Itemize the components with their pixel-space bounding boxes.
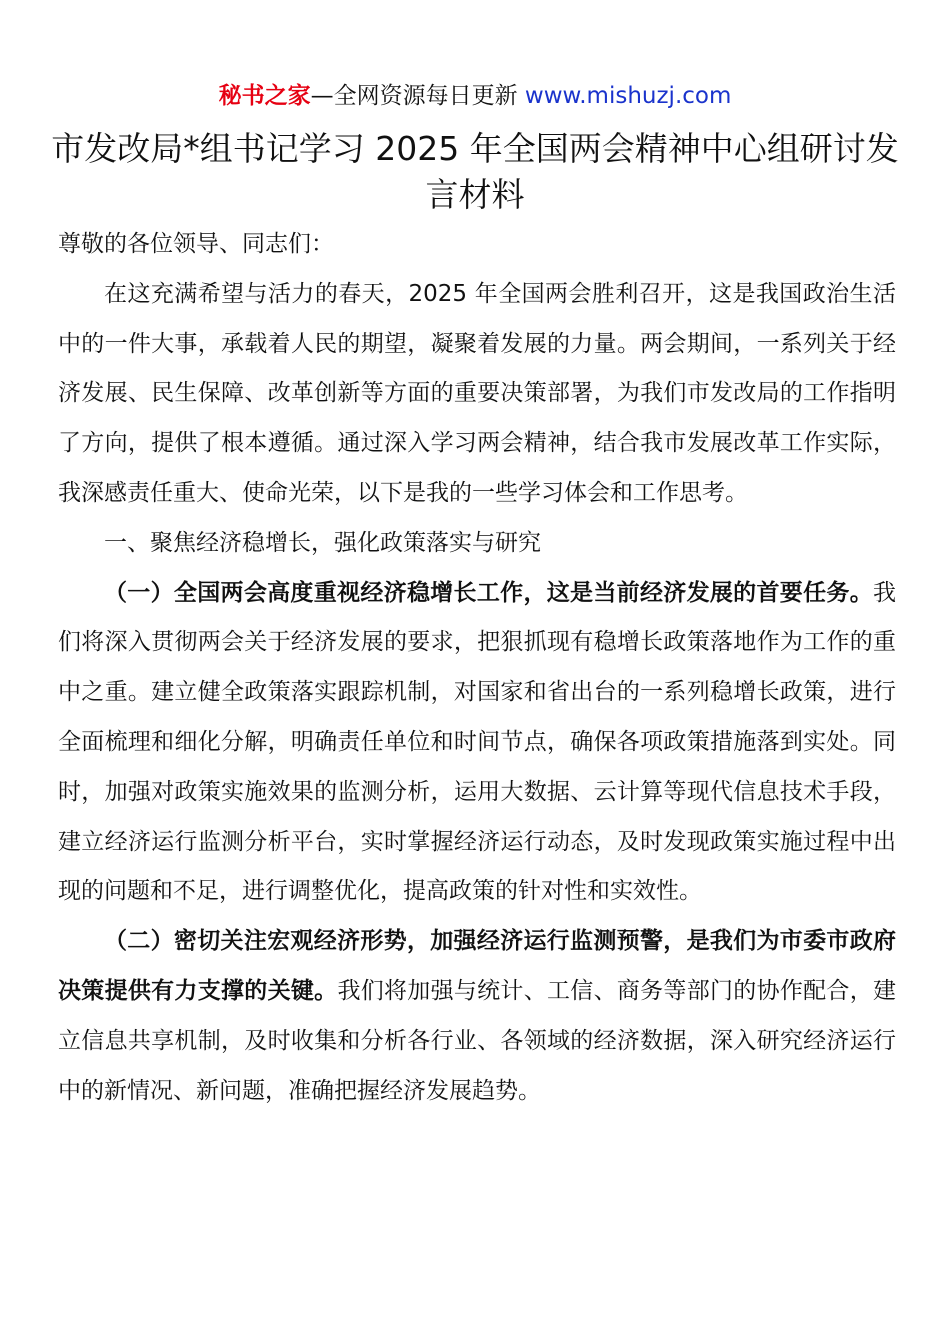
subsection-2 [58,917,896,1116]
salutation: 尊敬的各位领导、同志们： [58,231,334,257]
section-heading-1: 一、聚焦经济稳增长，强化政策落实与研究 [104,529,541,556]
subsection-2-text: 我们将加强与统计、工信、商务等部门的协作配合，建立信息共享机制，及时收集和分析各行业、各领域的经济数据，深入研究经济运行中的新情况、新问题，准确把握经济发展趋势。 [58,977,897,1104]
document-body [58,220,896,1116]
subsection-1-text: 我们将深入贯彻两会关于经济发展的要求，把狠抓现有稳增长政策落地作为工作的重中之重。建立健全政策落实跟踪机制，对国家和省出台的一系列稳增长政策，进行全面梳理和细化分解，明确责任单位和时间节点，确保各项政策措施落到实处。同时，加强对政策实施效果的监测分析，运用大数据、云计算等现代信息技术手段，建立经济运行监测分析平台，实时掌握经济运行动态，及时发现政策实施过程中出现的问题和不足，进行调整优化，提高政策的针对性和实效性。 [58,579,896,905]
subsection-1 [58,569,896,918]
header-tagline: —全网资源每日更新 [310,83,518,109]
subsection-1-heading: （一）全国两会高度重视经济稳增长工作，这是当前经济发展的首要任务。 [104,579,873,606]
document-title: 市发改局*组书记学习 2025 年全国两会精神中心组研讨发言材料 [51,129,899,214]
site-url: www.mishuzj.com [524,83,732,109]
watermark-header [0,80,950,112]
intro-paragraph: 在这充满希望与活力的春天，2025 年全国两会胜利召开，这是我国政治生活中的一件大事，承载着人民的期望，凝聚着发展的力量。两会期间，一系列关于经济发展、民生保障、改革创新等方面的重要决策部署，为我们市发改局的工作指明了方向，提供了根本遵循。通过深入学习两会精神，结合我市发展改革工作实际，我深感责任重大、使命光荣，以下是我的一些学习体会和工作思考。 [58,280,896,506]
brand-name: 秘书之家 [218,83,311,109]
subsection-2-heading: （二）密切关注宏观经济形势，加强经济运行监测预警，是我们为市委市政府决策提供有力支撑的关键。 [58,928,896,1004]
